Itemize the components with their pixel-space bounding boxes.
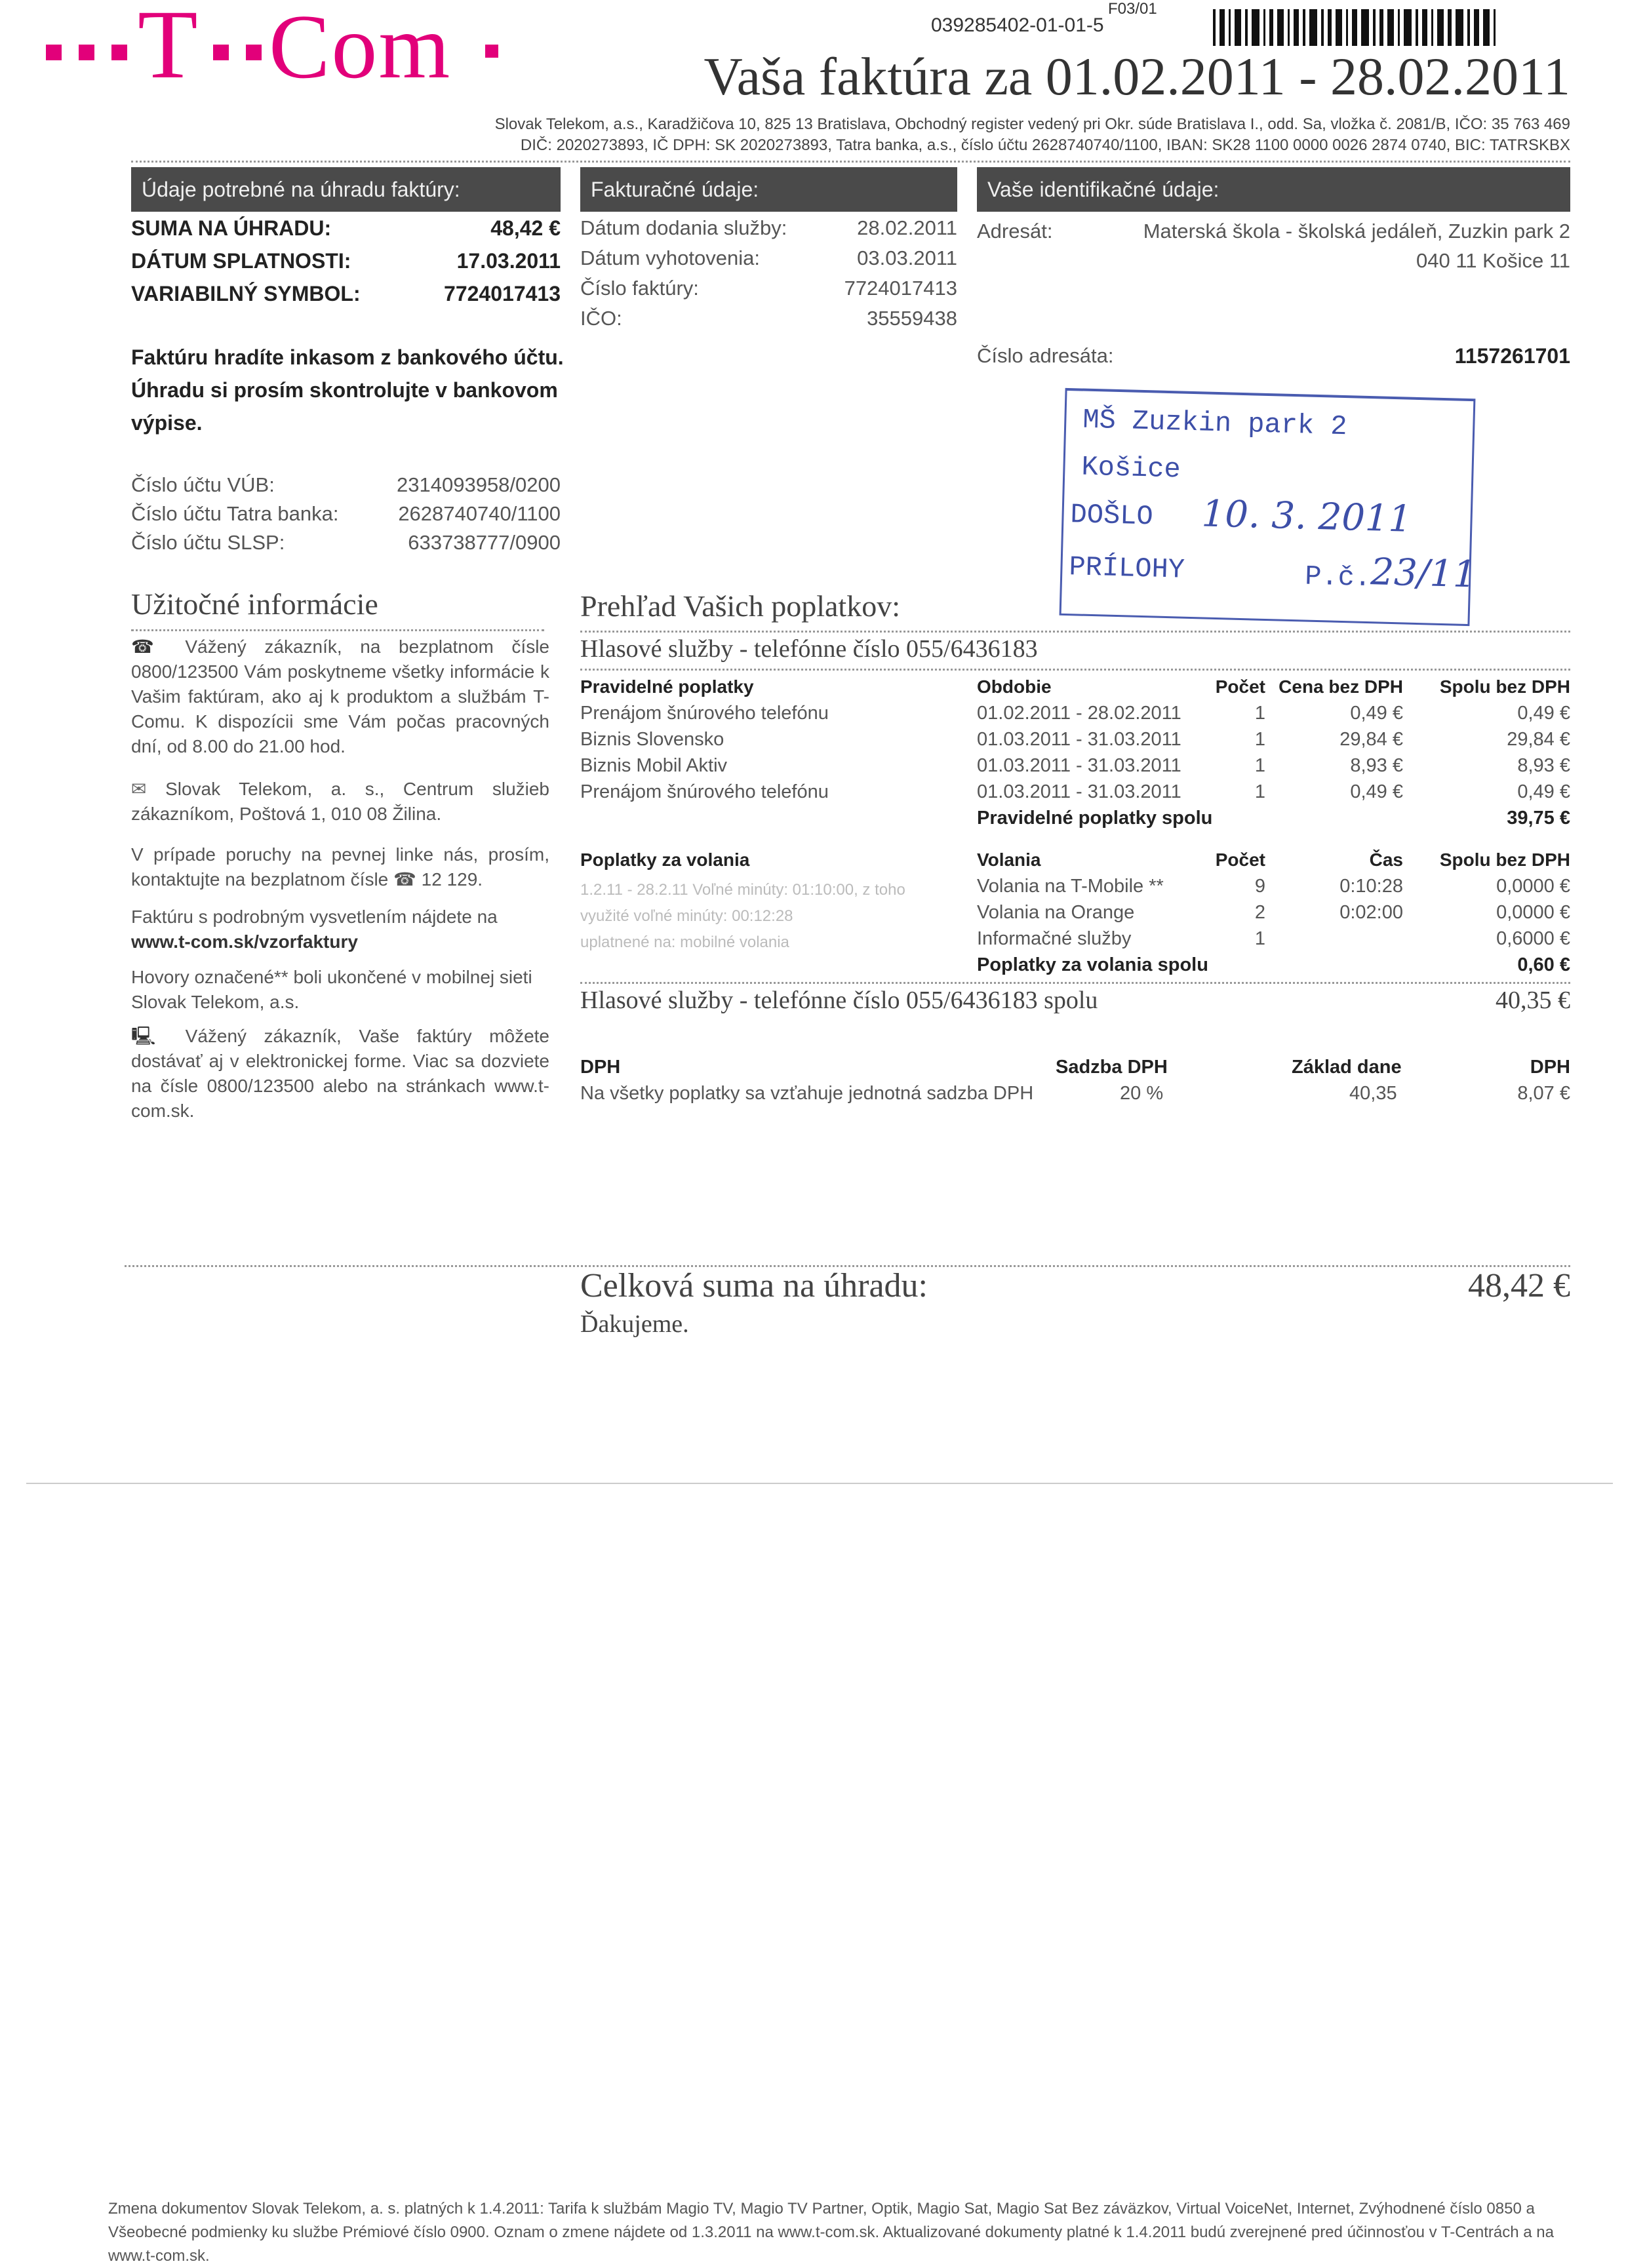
calls-sum-label: Poplatky za volania spolu	[977, 954, 1208, 975]
free-minutes-line2: využité voľné minúty: 00:12:28	[580, 907, 793, 925]
info-einvoice	[131, 1024, 549, 1124]
info-sample-invoice	[131, 905, 549, 954]
vat-amount-header: DPH	[1530, 1057, 1570, 1078]
calls-rows	[977, 876, 1570, 954]
service-total-divider	[580, 982, 1570, 984]
calls-header-time: Čas	[1369, 850, 1403, 870]
info-fault: V prípade poruchy na pevnej linke nás, prosím, kontaktujte na bezplatnom čísle ☎ 12 129.	[131, 844, 549, 890]
invoice-row	[580, 277, 957, 307]
recipient-number-label: Číslo adresáta:	[977, 344, 1114, 367]
sample-invoice-link[interactable]: www.t-com.sk/vzorfaktury	[131, 931, 358, 952]
regular-header-count: Počet	[1215, 676, 1265, 697]
table-row	[580, 729, 1570, 755]
row-period: 01.03.2011 - 31.03.2011	[977, 755, 1181, 776]
info-einvoice-text: Vážený zákazník, Vaše faktúry môžete dostávať aj v elektronickej forme. Viac sa dozviete na čísle 0800/123500 alebo na stránkach www.t-com.sk.	[131, 1026, 550, 1121]
regular-sum-label: Pravidelné poplatky spolu	[977, 808, 1213, 829]
received-stamp	[1060, 388, 1476, 626]
table-row	[580, 703, 1570, 729]
calls-sum-value: 0,60 €	[1517, 954, 1570, 975]
payment-note-line3: výpise.	[131, 411, 203, 435]
logo-text	[39, 0, 54, 98]
bank-accounts	[131, 473, 561, 560]
row-count: 1	[1254, 755, 1265, 776]
company-info	[495, 114, 1570, 156]
info-divider	[131, 629, 544, 631]
phone-icon: ☎	[131, 636, 186, 657]
payment-summary	[131, 216, 561, 315]
row-time: 0:10:28	[1339, 876, 1403, 897]
ico-value: 35559438	[867, 307, 957, 330]
row-time: 0:02:00	[1339, 902, 1403, 923]
row-price: 0,49 €	[1350, 703, 1403, 724]
vat-rate-header: Sadzba DPH	[1056, 1057, 1168, 1078]
regular-header-name: Pravidelné poplatky	[580, 676, 754, 697]
calls-header-name: Poplatky za volania	[580, 850, 750, 870]
recipient-number-value: 1157261701	[1454, 344, 1570, 368]
address-label: Adresát:	[977, 220, 1053, 243]
row-price: 8,93 €	[1350, 755, 1403, 776]
payment-row	[131, 282, 561, 315]
company-info-line2: DIČ: 2020273893, IČ DPH: SK 2020273893, Tatra banka, a.s., číslo účtu 2628740740/1100, IBAN: SK28 1100 0000 0026 2874 0740, BIC: TATRSKBX	[520, 136, 1570, 154]
ico-label: IČO:	[580, 307, 622, 330]
payment-row	[131, 249, 561, 282]
free-minutes-note	[580, 877, 947, 956]
account-row	[131, 502, 561, 531]
table-row	[977, 902, 1570, 928]
row-total: 0,49 €	[1517, 703, 1570, 724]
stamp-ref-number: 23/11	[1370, 551, 1477, 596]
account-row	[131, 473, 561, 502]
payment-note-line1: Faktúru hradíte inkasom z bankového účtu.	[131, 345, 564, 369]
identification-header: Vaše identifikačné údaje:	[977, 167, 1570, 212]
barcode	[1213, 9, 1534, 46]
envelope-icon: ✉	[131, 779, 166, 799]
account-label: Číslo účtu Tatra banka:	[131, 502, 339, 525]
calls-header-total: Spolu bez DPH	[1439, 850, 1570, 870]
stamp-line2: Košice	[1081, 451, 1181, 486]
stamp-line1: MŠ Zuzkin park 2	[1082, 404, 1348, 443]
invoice-row	[580, 216, 957, 246]
payment-note	[131, 341, 577, 439]
invoice-details	[580, 216, 957, 337]
stamp-ref-label: P.č.	[1304, 560, 1372, 595]
row-total: 0,49 €	[1517, 781, 1570, 802]
variable-symbol-label: VARIABILNÝ SYMBOL:	[131, 282, 361, 305]
service-title: Hlasové služby - telefónne číslo 055/6436183	[580, 635, 1038, 663]
svg-text:T: T	[138, 0, 199, 98]
account-value: 2314093958/0200	[397, 473, 561, 496]
grand-total-label: Celková suma na úhradu:	[580, 1267, 928, 1304]
table-row	[977, 876, 1570, 902]
regular-header-price: Cena bez DPH	[1279, 676, 1403, 697]
row-period: 01.02.2011 - 28.02.2011	[977, 703, 1181, 724]
footer-line1: Zmena dokumentov Slovak Telekom, a. s. platných k 1.4.2011: Tarifa k službám Magio TV, Magio TV Partner, Optik, Magio Sat, Magio Sat Bez záväzkov, Virtual VoiceNet, Internet, Zvýhodnené číslo 0850 a	[108, 2200, 1535, 2218]
stamp-received-label: DOŠLO	[1069, 499, 1154, 533]
overview-title: Prehľad Vašich poplatkov:	[580, 589, 900, 623]
row-price: 0,49 €	[1350, 781, 1403, 802]
fold-line	[26, 1483, 1613, 1484]
document-number: 039285402-01-01-5	[931, 14, 1104, 36]
vat-header: DPH	[580, 1057, 621, 1078]
stamp-attachments-label: PRÍLOHY	[1068, 551, 1185, 586]
form-code: F03/01	[1108, 0, 1157, 18]
regular-header-total: Spolu bez DPH	[1439, 676, 1570, 697]
row-count: 1	[1254, 729, 1265, 750]
stamp-received-date: 10. 3. 2011	[1200, 492, 1413, 541]
info-title: Užitočné informácie	[131, 587, 378, 621]
due-date-value: 17.03.2011	[456, 249, 561, 273]
calls-header-type: Volania	[977, 850, 1041, 870]
account-row	[131, 531, 561, 560]
delivery-date-label: Dátum dodania služby:	[580, 216, 787, 239]
row-name: Volania na Orange	[977, 902, 1135, 923]
vat-base: 40,35	[1349, 1083, 1397, 1104]
row-total: 29,84 €	[1507, 729, 1570, 750]
row-name: Volania na T-Mobile **	[977, 876, 1164, 897]
row-total: 0,0000 €	[1496, 902, 1570, 923]
invoice-title: Vaša faktúra za 01.02.2011 - 28.02.2011	[704, 47, 1570, 106]
free-minutes-line1: 1.2.11 - 28.2.11 Voľné minúty: 01:10:00, z toho	[580, 881, 905, 899]
row-count: 9	[1254, 876, 1265, 897]
invoice-number-value: 7724017413	[844, 277, 957, 300]
info-hotline	[131, 635, 549, 759]
row-name: Prenájom šnúrového telefónu	[580, 781, 829, 802]
row-name: Biznis Mobil Aktiv	[580, 755, 728, 776]
free-minutes-line3: uplatnené na: mobilné volania	[580, 933, 789, 951]
regular-sum-value: 39,75 €	[1507, 808, 1570, 829]
row-name: Informačné služby	[977, 928, 1132, 949]
regular-header-period: Obdobie	[977, 676, 1052, 697]
row-total: 0,0000 €	[1496, 876, 1570, 897]
account-value: 633738777/0900	[408, 531, 561, 554]
delivery-date-value: 28.02.2011	[857, 216, 957, 239]
row-name: Biznis Slovensko	[580, 729, 724, 750]
row-total: 0,6000 €	[1496, 928, 1570, 949]
invoice-header: Fakturačné údaje:	[580, 167, 957, 212]
row-count: 1	[1254, 928, 1265, 949]
row-period: 01.03.2011 - 31.03.2011	[977, 781, 1181, 802]
info-hotline-text: Vážený zákazník, na bezplatnom čísle 0800/123500 Vám poskytneme všetky informácie k Vašim faktúram, ako aj k produktom a službám T-Comu. K dispozícii sme Vám počas pracovných dní, od 8.00 do 21.00 hod.	[131, 636, 550, 756]
info-mobile-note: Hovory označené** boli ukončené v mobilnej sieti Slovak Telekom, a.s.	[131, 967, 532, 1012]
payment-note-line2: Úhradu si prosím skontrolujte v bankovom	[131, 378, 558, 402]
service-divider	[580, 669, 1570, 671]
address-line2: 040 11 Košice 11	[1416, 249, 1570, 272]
vat-base-header: Základ dane	[1292, 1057, 1402, 1078]
row-price: 29,84 €	[1339, 729, 1403, 750]
calls-header-count: Počet	[1215, 850, 1265, 870]
row-count: 2	[1254, 902, 1265, 923]
service-total-label: Hlasové služby - telefónne číslo 055/6436183 spolu	[580, 987, 1098, 1014]
company-info-line1: Slovak Telekom, a.s., Karadžičova 10, 825 13 Bratislava, Obchodný register vedený pri Okr. súde Bratislava I., odd. Sa, vložka č. 2081/B, IČO: 35 763 469	[494, 115, 1570, 133]
table-row	[977, 928, 1570, 954]
footer-line3: www.t-com.sk.	[108, 2247, 210, 2265]
service-total-value: 40,35 €	[1496, 987, 1570, 1014]
invoice-row	[580, 307, 957, 337]
invoice-row	[580, 246, 957, 277]
account-label: Číslo účtu SLSP:	[131, 531, 285, 554]
row-count: 1	[1254, 781, 1265, 802]
svg-text:Com: Com	[269, 0, 452, 98]
info-address-text: Slovak Telekom, a. s., Centrum služieb zákazníkom, Poštová 1, 010 08 Žilina.	[131, 779, 550, 824]
vat-amount: 8,07 €	[1517, 1083, 1570, 1104]
footer-line2: Všeobecné podmienky ku službe Prémiové číslo 0900. Oznam o zmene nájdete od 1.3.2011 na www.t-com.sk. Aktualizované dokumenty platné k 1.4.2011 budú zverejnené pred účinnosťou v T-Centrách a na	[108, 2223, 1554, 2241]
row-count: 1	[1254, 703, 1265, 724]
thanks-text: Ďakujeme.	[580, 1310, 689, 1338]
info-address	[131, 777, 549, 827]
account-value: 2628740740/1100	[398, 502, 561, 525]
vat-label: Na všetky poplatky sa vzťahuje jednotná sadzba DPH	[580, 1083, 1034, 1104]
variable-symbol-value: 7724017413	[444, 282, 561, 305]
overview-divider	[580, 631, 1570, 633]
amount-value: 48,42 €	[490, 216, 561, 240]
issue-date-label: Dátum vyhotovenia:	[580, 246, 760, 269]
regular-rows	[580, 703, 1570, 808]
payment-header: Údaje potrebné na úhradu faktúry:	[131, 167, 561, 212]
invoice-number-label: Číslo faktúry:	[580, 277, 699, 300]
grand-total-value: 48,42 €	[1468, 1267, 1570, 1304]
t-com-logo	[39, 0, 498, 115]
footer-notice	[108, 2197, 1583, 2268]
vat-rate: 20 %	[1120, 1083, 1164, 1104]
t-com-logo-graphic	[39, 0, 498, 98]
account-label: Číslo účtu VÚB:	[131, 473, 275, 496]
row-period: 01.03.2011 - 31.03.2011	[977, 729, 1181, 750]
row-name: Prenájom šnúrového telefónu	[580, 703, 829, 724]
issue-date-value: 03.03.2011	[857, 246, 957, 269]
row-total: 8,93 €	[1517, 755, 1570, 776]
computer-icon: 🖳	[131, 1026, 186, 1046]
address-line1: Materská škola - školská jedáleň, Zuzkin park 2	[1143, 220, 1570, 243]
table-row	[580, 755, 1570, 781]
info-sample-text: Faktúru s podrobným vysvetlením nájdete na	[131, 907, 498, 927]
payment-row	[131, 216, 561, 249]
header-divider	[131, 161, 1570, 163]
due-date-label: DÁTUM SPLATNOSTI:	[131, 249, 351, 273]
amount-label: SUMA NA ÚHRADU:	[131, 216, 332, 240]
table-row	[580, 781, 1570, 808]
